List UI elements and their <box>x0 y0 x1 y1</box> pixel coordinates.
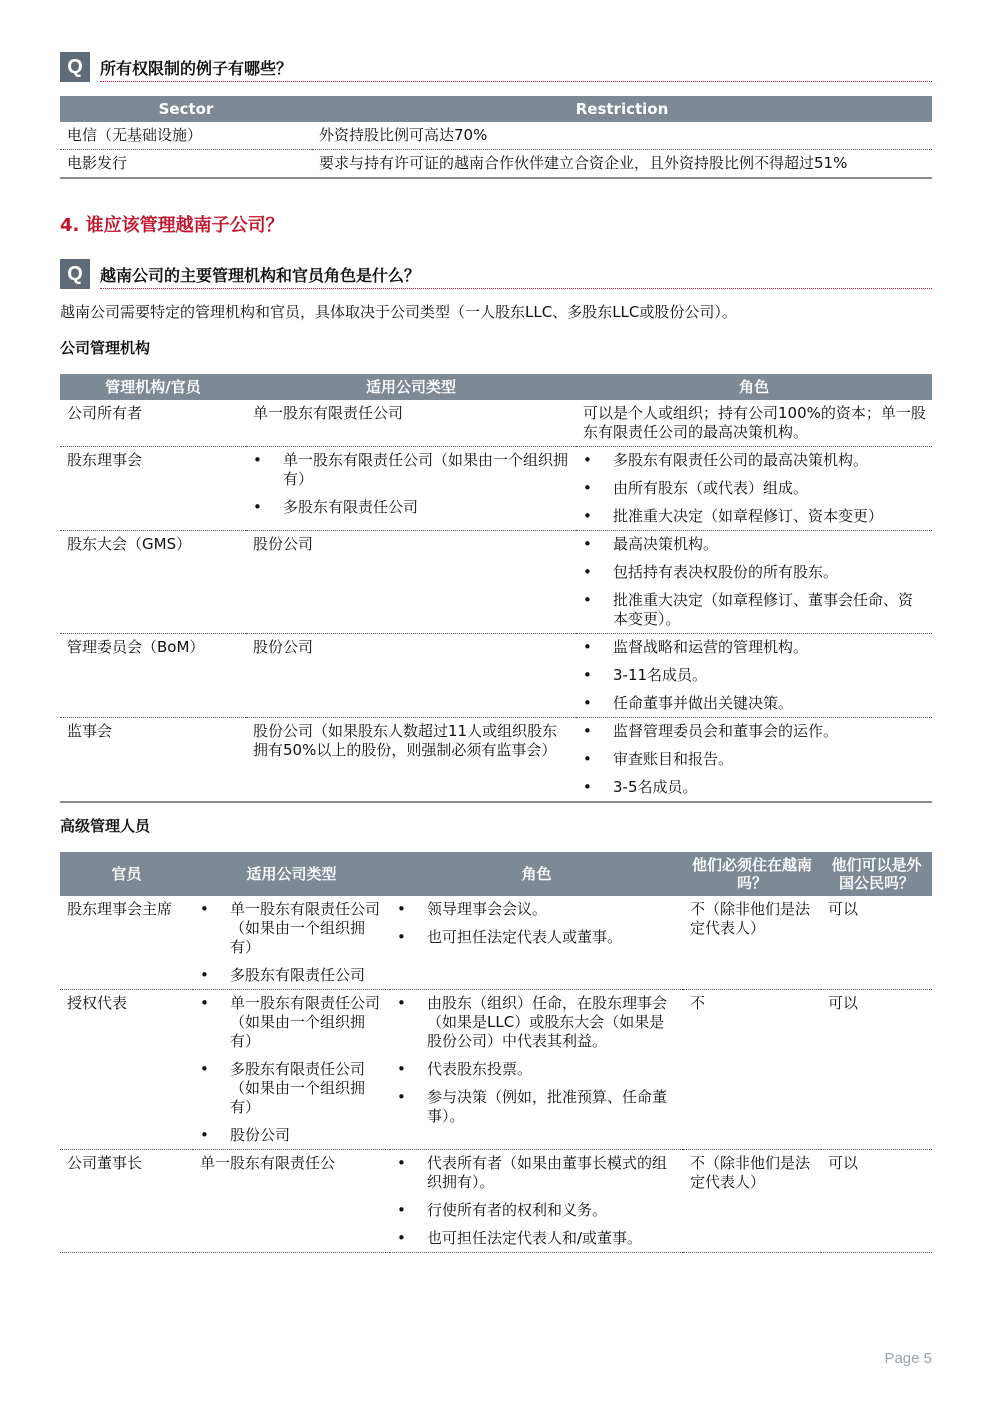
list-item: • 监督管理委员会和董事会的运作。 <box>583 722 926 741</box>
list-item: • 也可担任法定代表人和/或董事。 <box>397 1229 677 1248</box>
body-cell: 股东大会（GMS） <box>60 531 246 634</box>
column-header: Restriction <box>312 96 932 122</box>
table-row <box>60 896 932 990</box>
sector-cell: 电影发行 <box>60 150 312 179</box>
list-item: • 批准重大决定（如章程修订、董事会任命、资本变更）。 <box>583 591 926 629</box>
officer-cell: 授权代表 <box>60 990 193 1150</box>
officer-cell: 公司董事长 <box>60 1150 193 1253</box>
list-item: • 股份公司 <box>200 1126 384 1145</box>
types-cell: 股份公司 <box>246 531 576 634</box>
governance-bodies-table <box>60 374 932 803</box>
table-row <box>60 1150 932 1253</box>
list-item: • 3-5名成员。 <box>583 778 926 797</box>
types-cell <box>246 447 576 531</box>
list-item: • 领导理事会会议。 <box>397 900 677 919</box>
section-title: 4. 谁应该管理越南子公司？ <box>60 215 284 236</box>
column-header: Sector <box>60 96 312 122</box>
list-item: • 也可担任法定代表人或董事。 <box>397 928 677 947</box>
list-item: • 多股东有限责任公司的最高决策机构。 <box>583 451 926 470</box>
column-header: 角色 <box>576 374 932 400</box>
q-badge: Q <box>60 259 90 289</box>
foreign-cell: 可以 <box>821 896 932 990</box>
body-cell: 管理委员会（BoM） <box>60 634 246 718</box>
roles-cell <box>390 1150 683 1253</box>
roles-cell: 可以是个人或组织；持有公司100%的资本；单一股东有限责任公司的最高决策机构。 <box>576 400 932 447</box>
body-cell: 监事会 <box>60 718 246 803</box>
body-cell: 公司所有者 <box>60 400 246 447</box>
q-badge: Q <box>60 52 90 82</box>
table-row <box>60 122 932 150</box>
table-row <box>60 718 932 803</box>
roles-cell <box>390 990 683 1150</box>
roles-cell <box>576 718 932 803</box>
intro-paragraph: 越南公司需要特定的管理机构和官员，具体取决于公司类型（一人股东LLC、多股东LLC或股份公司）。 <box>60 303 737 321</box>
list-item: • 多股东有限责任公司 <box>253 498 570 517</box>
roles-cell <box>576 634 932 718</box>
column-header: 他们必须住在越南吗？ <box>683 852 821 896</box>
table-row <box>60 447 932 531</box>
ownership-restriction-table <box>60 96 932 179</box>
list-item: • 单一股东有限责任公司（如果由一个组织拥有） <box>253 451 570 489</box>
list-item: • 包括持有表决权股份的所有股东。 <box>583 563 926 582</box>
column-header: 适用公司类型 <box>246 374 576 400</box>
restriction-cell: 要求与持有许可证的越南合作伙伴建立合资企业，且外资持股比例不得超过51% <box>312 150 932 179</box>
types-cell: 单一股东有限责任公司 <box>246 400 576 447</box>
list-item: • 由股东（组织）任命，在股东理事会（如果是LLC）或股东大会（如果是股份公司）中代表其利益。 <box>397 994 677 1051</box>
sector-cell: 电信（无基础设施） <box>60 122 312 150</box>
residency-cell: 不（除非他们是法定代表人） <box>683 896 821 990</box>
list-item: • 最高决策机构。 <box>583 535 926 554</box>
list-item: • 3-11名成员。 <box>583 666 926 685</box>
question-title: 所有权限制的例子有哪些？ <box>100 59 293 78</box>
list-item: • 多股东有限责任公司（如果由一个组织拥有） <box>200 1060 384 1117</box>
list-item: • 任命董事并做出关键决策。 <box>583 694 926 713</box>
table-row <box>60 400 932 447</box>
table-row <box>60 990 932 1150</box>
types-cell: 单一股东有限责任公 <box>193 1150 390 1253</box>
column-header: 他们可以是外国公民吗？ <box>821 852 932 896</box>
table-row <box>60 634 932 718</box>
senior-officers-table <box>60 852 932 1253</box>
residency-cell: 不（除非他们是法定代表人） <box>683 1150 821 1253</box>
question-heading <box>60 259 932 289</box>
dotted-divider <box>100 288 932 289</box>
restriction-cell: 外资持股比例可高达70% <box>312 122 932 150</box>
list-item: • 代表股东投票。 <box>397 1060 677 1079</box>
types-cell <box>193 896 390 990</box>
table-header-row <box>60 96 932 122</box>
roles-cell <box>576 531 932 634</box>
types-cell <box>193 990 390 1150</box>
table-row <box>60 150 932 179</box>
column-header: 适用公司类型 <box>193 852 390 896</box>
table-row <box>60 531 932 634</box>
body-cell: 股东理事会 <box>60 447 246 531</box>
list-item: • 由所有股东（或代表）组成。 <box>583 479 926 498</box>
list-item: • 多股东有限责任公司 <box>200 966 384 985</box>
column-header: 管理机构/官员 <box>60 374 246 400</box>
question-title: 越南公司的主要管理机构和官员角色是什么？ <box>100 266 421 285</box>
list-item: • 审查账目和报告。 <box>583 750 926 769</box>
residency-cell: 不 <box>683 990 821 1150</box>
roles-cell <box>390 896 683 990</box>
types-cell: 股份公司 <box>246 634 576 718</box>
column-header: 角色 <box>390 852 683 896</box>
column-header: 官员 <box>60 852 193 896</box>
table-header-row <box>60 852 932 896</box>
list-item: • 代表所有者（如果由董事长模式的组织拥有）。 <box>397 1154 677 1192</box>
list-item: • 批准重大决定（如章程修订、资本变更） <box>583 507 926 526</box>
dotted-divider <box>100 81 932 82</box>
subheading-officers: 高级管理人员 <box>60 817 151 835</box>
list-item: • 单一股东有限责任公司（如果由一个组织拥有） <box>200 900 384 957</box>
list-item: • 参与决策（例如，批准预算、任命董事）。 <box>397 1088 677 1126</box>
list-item: • 监督战略和运营的管理机构。 <box>583 638 926 657</box>
roles-cell <box>576 447 932 531</box>
foreign-cell: 可以 <box>821 1150 932 1253</box>
table-header-row <box>60 374 932 400</box>
foreign-cell: 可以 <box>821 990 932 1150</box>
types-cell: 股份公司（如果股东人数超过11人或组织股东拥有50%以上的股份，则强制必须有监事会） <box>246 718 576 803</box>
list-item: • 单一股东有限责任公司（如果由一个组织拥有） <box>200 994 384 1051</box>
question-heading <box>60 52 932 82</box>
list-item: • 行使所有者的权利和义务。 <box>397 1201 677 1220</box>
officer-cell: 股东理事会主席 <box>60 896 193 990</box>
page-number: Page 5 <box>884 1350 932 1367</box>
subheading-governance: 公司管理机构 <box>60 339 151 357</box>
